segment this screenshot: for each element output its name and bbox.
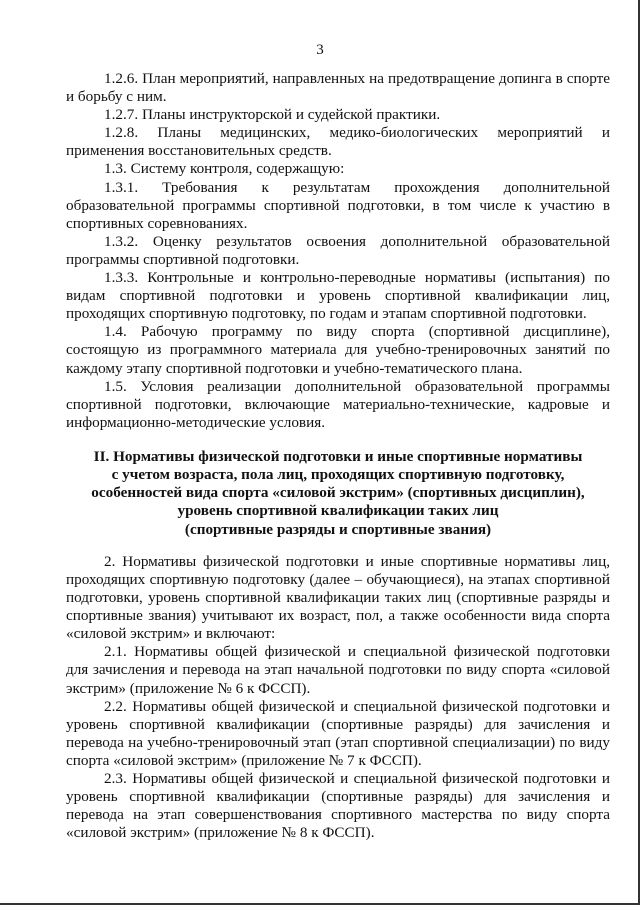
heading-line: II. Нормативы физической подготовки и иные спортивные нормативы — [93, 447, 583, 465]
section-heading — [66, 448, 610, 539]
paragraph-1-2-7: 1.2.7. Планы инструкторской и судейской практики. — [104, 106, 441, 124]
paragraph-1-3-1: 1.3.1. Требования к результатам прохождения дополнительной образовательной программы спортивной подготовки, в том числе к участию в спортивных соревнованиях. — [66, 178, 610, 232]
paragraph-2: 2. Нормативы физической подготовки и иные спортивные нормативы лиц, проходящих спортивную подготовку (далее – обучающиеся), на этапах спортивной подготовки, уровень спортивной квалификации таких лиц (спортивные разряды и спортивные звания) учитывают их возраст, пол, а также особенности вида спорта «силовой экстрим» и включают: — [66, 552, 610, 643]
paragraph-1-2-6: 1.2.6. План мероприятий, направленных на предотвращение допинга в спорте и борьбу с ним. — [66, 70, 610, 106]
paragraph-1-3-3: 1.3.3. Контрольные и контрольно-переводные нормативы (испытания) по видам спортивной подготовки и уровень спортивной квалификации лиц, проходящих спортивную подготовку, по годам и этапам спортивной подготовки. — [66, 269, 610, 323]
paragraph-1-3-2: 1.3.2. Оценку результатов освоения дополнительной образовательной программы спортивной подготовки. — [66, 232, 610, 268]
document-body — [66, 70, 610, 842]
paragraph-1-2-8: 1.2.8. Планы медицинских, медико-биологических мероприятий и применения восстановительных средств. — [66, 124, 610, 160]
paragraph-2-3: 2.3. Нормативы общей физической и специальной физической подготовки и уровень спортивной квалификации (спортивные разряды) для зачисления и перевода на этап совершенствования спортивного мастерства по виду спорта «силовой экстрим» (приложение № 8 к ФССП). — [66, 770, 610, 842]
heading-line: особенностей вида спорта «силовой экстрим» (спортивных дисциплин), — [91, 484, 585, 502]
heading-line: с учетом возраста, пола лиц, проходящих спортивную подготовку, — [111, 466, 565, 484]
paragraph-1-4: 1.4. Рабочую программу по виду спорта (спортивной дисциплине), состоящую из программного материала для учебно-тренировочных занятий по каждому этапу спортивной подготовки и учебно-тематического плана. — [66, 323, 610, 377]
heading-line: уровень спортивной квалификации таких лиц — [177, 502, 499, 520]
paragraph-2-1: 2.1. Нормативы общей физической и специальной физической подготовки для зачисления и перевода на этап начальной подготовки по виду спорта «силовой экстрим» (приложение № 6 к ФССП). — [66, 643, 610, 697]
paragraph-2-2: 2.2. Нормативы общей физической и специальной физической подготовки и уровень спортивной квалификации (спортивные разряды) для зачисления и перевода на учебно-тренировочный этап (этап спортивной специализации) по виду спорта «силовой экстрим» (приложение № 7 к ФССП). — [66, 697, 610, 769]
paragraph-1-5: 1.5. Условия реализации дополнительной образовательной программы спортивной подготовки, включающие материально-технические, кадровые и информационно-методические условия. — [66, 377, 610, 431]
paragraph-1-3: 1.3. Систему контроля, содержащую: — [104, 160, 345, 178]
page-number: 3 — [316, 42, 324, 58]
heading-line: (спортивные разряды и спортивные звания) — [184, 520, 492, 538]
